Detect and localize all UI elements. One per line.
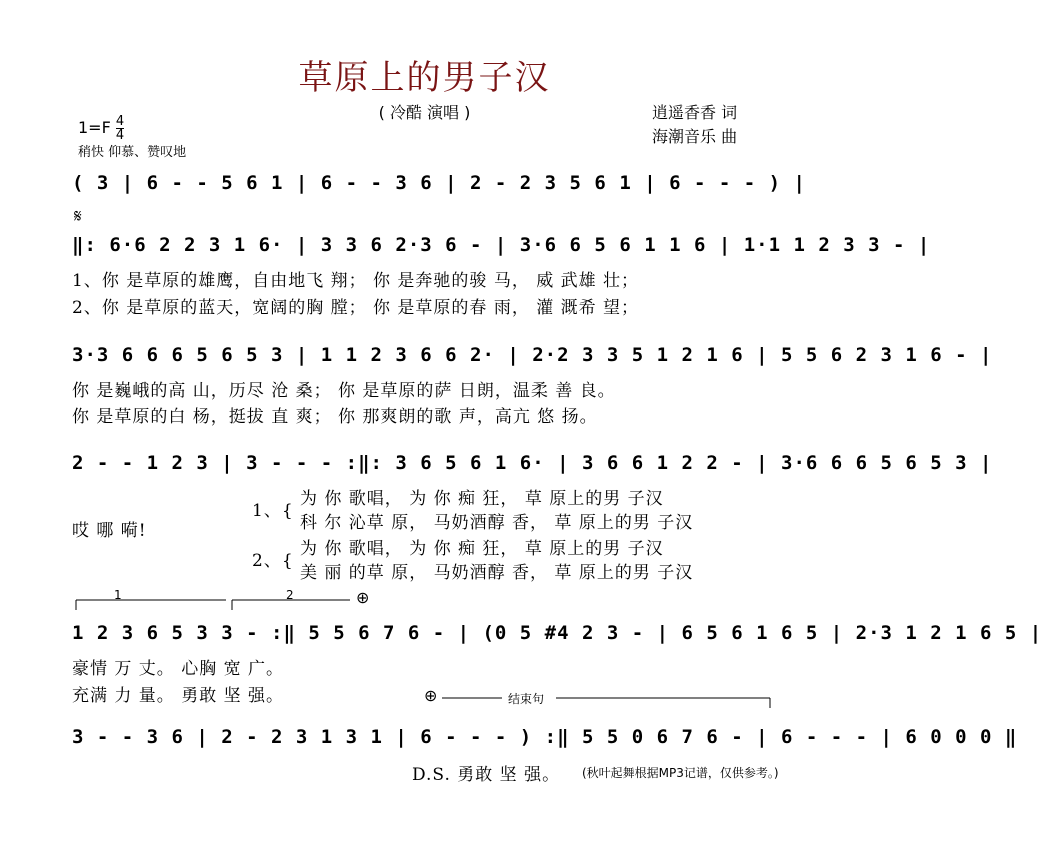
ds-lyric: D.S. 勇敢 坚 强。 — [412, 765, 561, 785]
key-label: 1=F — [78, 118, 111, 137]
notation-row-1: ( 3 | 6 - - 5 6 1 | 6 - - 3 6 | 2 - 2 3 5 6 1 | 6 - - - ) | — [72, 172, 806, 194]
notation-row-4: 2 - - 1 2 3 | 3 - - - :‖: 3 6 5 6 1 6· | 3 6 6 1 2 2 - | 3·6 6 6 5 6 5 3 | — [72, 452, 993, 474]
song-title: 草原上的男子汉 — [298, 58, 551, 98]
lyric-row-5-verse-2: 充满 力 量。 勇敢 坚 强。 — [72, 686, 285, 706]
performer-subtitle: ( 冷酷 演唱 ) — [378, 103, 471, 122]
lyric-row-4-line-1: 为 你 歌唱， 为 你 痴 狂， 草 原上的男 子汉 — [300, 489, 664, 509]
lyric-row-3-verse-1: 你 是巍峨的高 山，历尽 沧 桑； 你 是草原的萨 日朗，温柔 善 良。 — [72, 381, 616, 401]
verse-mark-2: 2、{ — [252, 551, 294, 571]
notation-row-6: 3 - - 3 6 | 2 - 2 3 1 3 1 | 6 - - - ) :‖ 5 5 0 6 7 6 - | 6 - - - | 6 0 0 0 ‖ — [72, 726, 1018, 748]
time-signature-top: 4 — [115, 114, 125, 129]
segno-sign: 𝄋 — [74, 206, 82, 227]
coda-sign-top: ⊕ — [356, 588, 370, 607]
lyric-row-5-verse-1: 豪情 万 丈。 心胸 宽 广。 — [72, 659, 285, 679]
lyric-row-4-line-4: 美 丽 的草 原， 马奶酒醇 香， 草 原上的男 子汉 — [300, 563, 694, 583]
verse-mark-1: 1、{ — [252, 501, 294, 521]
notation-row-3: 3·3 6 6 6 5 6 5 3 | 1 1 2 3 6 6 2· | 2·2 3 3 5 1 2 1 6 | 5 5 6 2 3 1 6 - | — [72, 344, 993, 366]
tempo-marking: 稍快 仰慕、赞叹地 — [78, 145, 187, 160]
lyric-row-4-line-2: 科 尔 沁草 原， 马奶酒醇 香， 草 原上的男 子汉 — [300, 513, 694, 533]
lyric-row-3-verse-2: 你 是草原的白 杨，挺拔 直 爽； 你 那爽朗的歌 声，高亢 悠 扬。 — [72, 407, 598, 427]
notation-row-2: ‖: 6·6 2 2 3 1 6· | 3 3 6 2·3 6 - | 3·6 6 5 6 1 1 6 | 1·1 1 2 3 3 - | — [72, 234, 931, 256]
interjection-lyric: 哎 哪 嗬! — [72, 521, 147, 541]
volta-1-label: 1 — [114, 588, 122, 602]
volta-2-label: 2 — [286, 588, 294, 602]
lyricist-credit: 逍遥香香 词 — [652, 103, 738, 122]
transcription-note: (秋叶起舞根据MP3记谱，仅供参考。) — [582, 766, 779, 780]
lyric-row-2-verse-1: 1、你 是草原的雄鹰，自由地飞 翔； 你 是奔驰的骏 马， 威 武雄 壮； — [72, 271, 640, 291]
lyric-row-4-line-3: 为 你 歌唱， 为 你 痴 狂， 草 原上的男 子汉 — [300, 539, 664, 559]
coda-sign-ending: ⊕ — [424, 686, 438, 705]
ending-label: 结束句 — [508, 692, 545, 706]
lyric-row-2-verse-2: 2、你 是草原的蓝天，宽阔的胸 膛； 你 是草原的春 雨， 灌 溉希 望； — [72, 298, 640, 318]
composer-credit: 海潮音乐 曲 — [652, 127, 738, 146]
time-signature-bottom: 4 — [115, 128, 125, 143]
notation-row-5: 1 2 3 6 5 3 3 - :‖ 5 5 6 7 6 - | (0 5 #4 2 3 - | 6 5 6 1 6 5 | 2·3 1 2 1 6 5 | — [72, 622, 1042, 644]
